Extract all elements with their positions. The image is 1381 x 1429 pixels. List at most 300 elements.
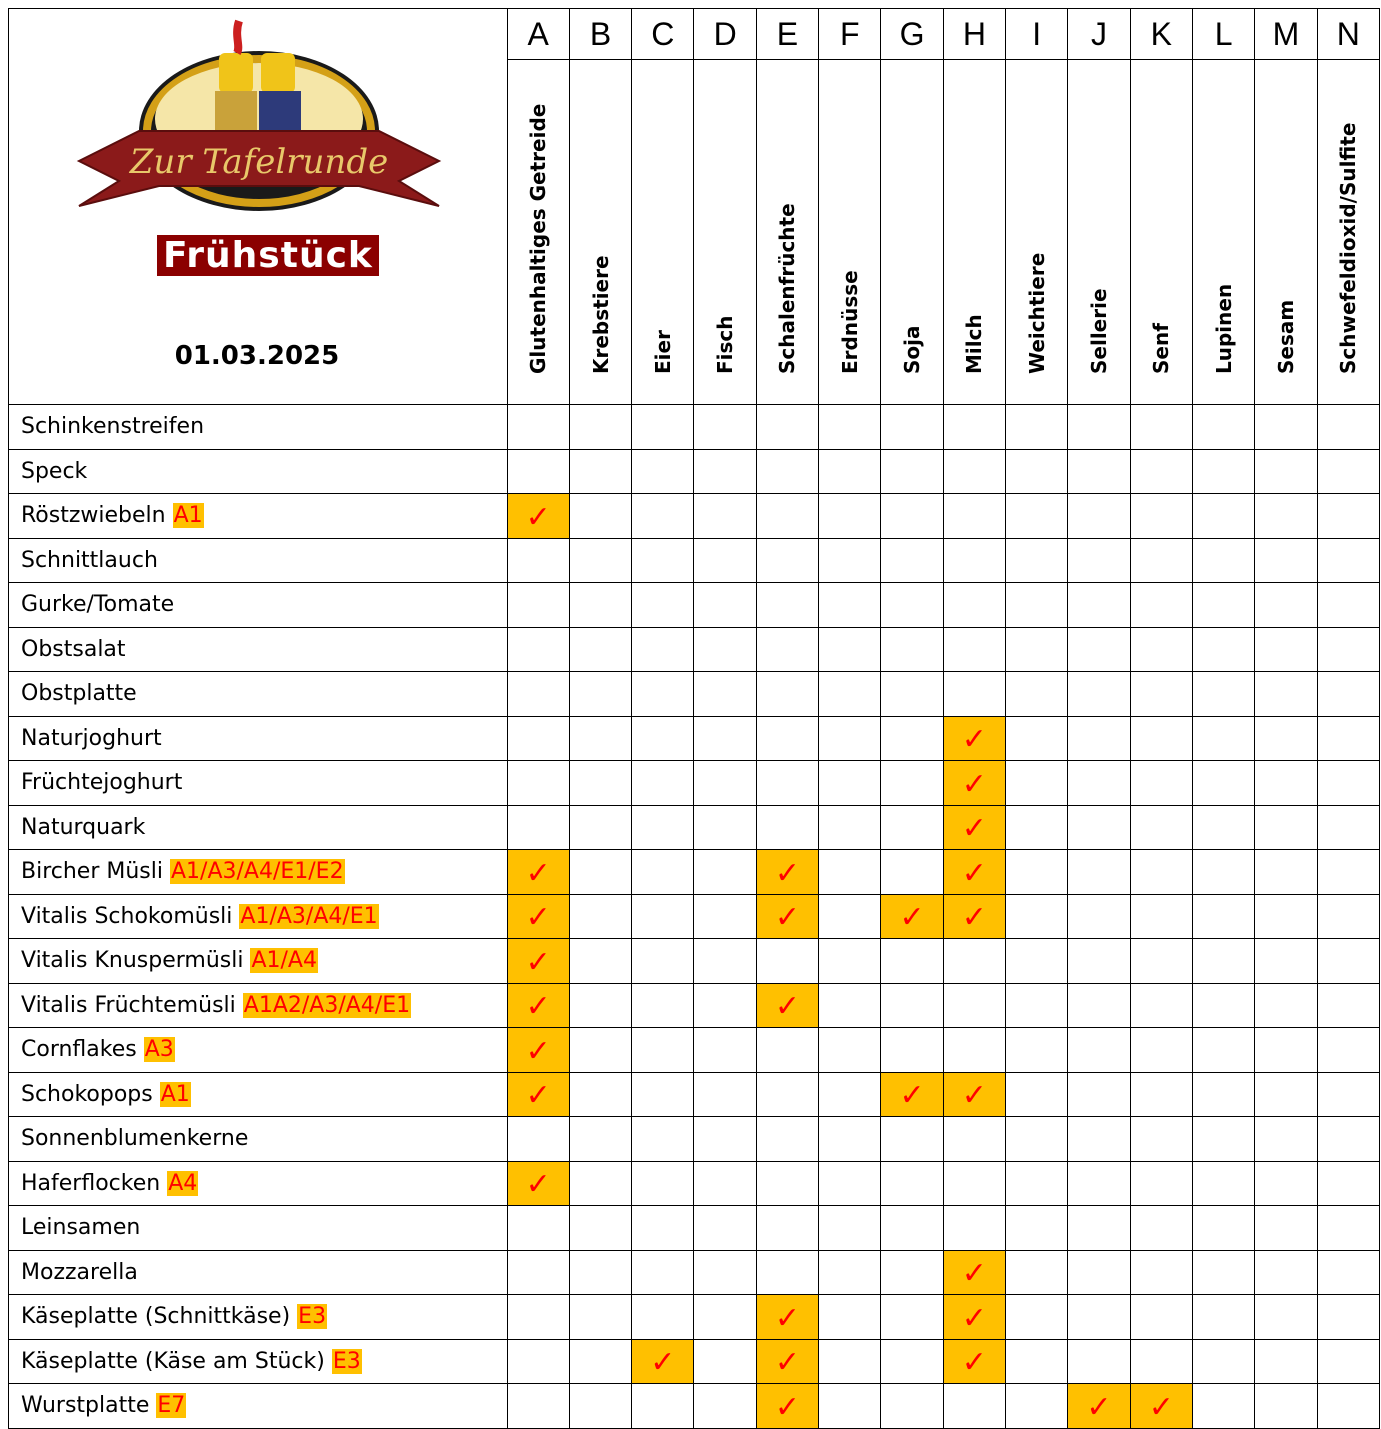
dish-name: Gurke/Tomate	[21, 592, 175, 618]
table-body	[9, 405, 1380, 1429]
allergen-cell-k	[1130, 939, 1192, 984]
allergen-cell-h	[943, 983, 1005, 1028]
allergen-cell-f	[819, 1206, 881, 1251]
checkmark-icon: ✓	[961, 811, 987, 847]
checkmark-icon: ✓	[525, 1167, 551, 1203]
allergen-cell-f	[819, 494, 881, 539]
additive-code: A1/A3/A4/E1/E2	[171, 859, 344, 885]
allergen-cell-e	[756, 449, 818, 494]
allergen-cell-j	[1068, 1295, 1130, 1340]
allergen-cell-l	[1192, 1206, 1254, 1251]
allergen-cell-m	[1255, 538, 1317, 583]
column-letter-j: J	[1068, 9, 1130, 60]
allergen-cell-j	[1068, 1206, 1130, 1251]
allergen-cell-n	[1317, 850, 1379, 895]
allergen-cell-c	[632, 1161, 694, 1206]
allergen-cell-n	[1317, 1161, 1379, 1206]
table-row	[9, 1161, 1380, 1206]
column-header-n	[1317, 60, 1379, 405]
allergen-cell-b	[569, 494, 631, 539]
allergen-cell-g	[881, 449, 943, 494]
header-cell	[9, 9, 508, 405]
allergen-cell-m	[1255, 449, 1317, 494]
allergen-cell-a	[507, 627, 569, 672]
checkmark-icon: ✓	[774, 900, 800, 936]
allergen-cell-e-marked	[756, 983, 818, 1028]
allergen-cell-c	[632, 627, 694, 672]
allergen-cell-h-marked	[943, 850, 1005, 895]
allergen-cell-m	[1255, 1028, 1317, 1073]
allergen-cell-h	[943, 538, 1005, 583]
allergen-cell-d	[694, 983, 756, 1028]
column-letter-b: B	[569, 9, 631, 60]
checkmark-icon: ✓	[961, 722, 987, 758]
allergen-cell-h	[943, 672, 1005, 717]
allergen-cell-b	[569, 1339, 631, 1384]
dish-name-cell	[9, 1161, 508, 1206]
allergen-cell-l	[1192, 538, 1254, 583]
allergen-cell-b	[569, 1295, 631, 1340]
allergen-cell-l	[1192, 1295, 1254, 1340]
allergen-cell-f	[819, 761, 881, 806]
column-letter-m: M	[1255, 9, 1317, 60]
allergen-cell-c	[632, 494, 694, 539]
allergen-cell-m	[1255, 494, 1317, 539]
allergen-cell-c	[632, 939, 694, 984]
column-header-k	[1130, 60, 1192, 405]
allergen-cell-d	[694, 939, 756, 984]
dish-name: Vitalis Schokomüsli	[21, 903, 233, 929]
allergen-cell-m	[1255, 1384, 1317, 1429]
allergen-cell-i	[1006, 1339, 1068, 1384]
dish-name-cell	[9, 1384, 508, 1429]
allergen-cell-g	[881, 627, 943, 672]
allergen-name: Senf	[1149, 323, 1174, 374]
additive-code: A1	[160, 1081, 190, 1107]
allergen-cell-j	[1068, 583, 1130, 628]
table-row	[9, 672, 1380, 717]
checkmark-icon: ✓	[525, 900, 551, 936]
allergen-cell-e	[756, 583, 818, 628]
checkmark-icon: ✓	[650, 1345, 676, 1381]
allergen-cell-l	[1192, 1117, 1254, 1162]
allergen-cell-i	[1006, 1384, 1068, 1429]
allergen-cell-k	[1130, 449, 1192, 494]
column-letter-f: F	[819, 9, 881, 60]
allergen-cell-i	[1006, 494, 1068, 539]
allergen-cell-c	[632, 1117, 694, 1162]
checkmark-icon: ✓	[961, 766, 987, 802]
table-row	[9, 1250, 1380, 1295]
allergen-cell-m	[1255, 405, 1317, 450]
allergen-cell-j	[1068, 494, 1130, 539]
checkmark-icon: ✓	[961, 855, 987, 891]
allergen-cell-i	[1006, 761, 1068, 806]
allergen-cell-d	[694, 894, 756, 939]
allergen-cell-f	[819, 1384, 881, 1429]
column-letter-i: I	[1006, 9, 1068, 60]
allergen-cell-a-marked	[507, 494, 569, 539]
allergen-cell-c	[632, 761, 694, 806]
allergen-cell-l	[1192, 1161, 1254, 1206]
allergen-cell-a-marked	[507, 850, 569, 895]
allergen-cell-d	[694, 805, 756, 850]
table-row	[9, 983, 1380, 1028]
allergen-cell-m	[1255, 1295, 1317, 1340]
allergen-cell-d	[694, 405, 756, 450]
checkmark-icon: ✓	[961, 1345, 987, 1381]
allergen-cell-l	[1192, 939, 1254, 984]
dish-name-cell	[9, 1072, 508, 1117]
table-row	[9, 1384, 1380, 1429]
additive-code: A1/A4	[251, 948, 317, 974]
allergen-cell-m	[1255, 583, 1317, 628]
allergen-cell-h-marked	[943, 716, 1005, 761]
checkmark-icon: ✓	[525, 1033, 551, 1069]
allergen-cell-m	[1255, 627, 1317, 672]
allergen-cell-d	[694, 1028, 756, 1073]
column-letter-l: L	[1192, 9, 1254, 60]
allergen-cell-c	[632, 1295, 694, 1340]
allergen-cell-k	[1130, 1250, 1192, 1295]
dish-name-cell	[9, 1028, 508, 1073]
allergen-cell-c-marked	[632, 1339, 694, 1384]
allergen-cell-k	[1130, 850, 1192, 895]
allergen-cell-h-marked	[943, 1072, 1005, 1117]
allergen-cell-d	[694, 627, 756, 672]
allergen-cell-k	[1130, 405, 1192, 450]
allergen-cell-i	[1006, 1072, 1068, 1117]
column-letter-k: K	[1130, 9, 1192, 60]
allergen-cell-e	[756, 1117, 818, 1162]
allergen-cell-c	[632, 672, 694, 717]
allergen-name: Glutenhaltiges Getreide	[526, 103, 551, 374]
allergen-cell-a	[507, 583, 569, 628]
allergen-cell-a	[507, 1117, 569, 1162]
allergen-cell-n	[1317, 1028, 1379, 1073]
allergen-cell-k	[1130, 538, 1192, 583]
allergen-cell-a-marked	[507, 983, 569, 1028]
allergen-cell-g	[881, 1028, 943, 1073]
dish-name: Naturjoghurt	[21, 725, 162, 751]
allergen-cell-j	[1068, 627, 1130, 672]
allergen-cell-j	[1068, 538, 1130, 583]
allergen-cell-n	[1317, 1339, 1379, 1384]
additive-code: E3	[298, 1304, 327, 1330]
allergen-cell-n	[1317, 583, 1379, 628]
allergen-cell-g	[881, 405, 943, 450]
table-row	[9, 805, 1380, 850]
additive-code: A1	[173, 503, 203, 529]
allergen-cell-e	[756, 1161, 818, 1206]
allergen-cell-f	[819, 1028, 881, 1073]
dish-name-cell	[9, 583, 508, 628]
dish-name-cell	[9, 716, 508, 761]
allergen-cell-f	[819, 1161, 881, 1206]
allergen-cell-j	[1068, 894, 1130, 939]
menu-date: 01.03.2025	[174, 341, 340, 371]
allergen-name: Schwefeldioxid/Sulfite	[1336, 122, 1361, 374]
dish-name-cell	[9, 672, 508, 717]
allergen-cell-l	[1192, 761, 1254, 806]
allergen-cell-h-marked	[943, 805, 1005, 850]
allergen-cell-n	[1317, 716, 1379, 761]
allergen-cell-i	[1006, 449, 1068, 494]
additive-code: A4	[168, 1170, 198, 1196]
allergen-cell-i	[1006, 1295, 1068, 1340]
allergen-cell-h	[943, 627, 1005, 672]
allergen-cell-n	[1317, 1072, 1379, 1117]
column-header-a	[507, 60, 569, 405]
allergen-cell-n	[1317, 538, 1379, 583]
dish-name-cell	[9, 850, 508, 895]
allergen-cell-b	[569, 1250, 631, 1295]
allergen-cell-h-marked	[943, 1295, 1005, 1340]
allergen-name: Sellerie	[1087, 288, 1111, 374]
allergen-cell-a	[507, 449, 569, 494]
table-row	[9, 449, 1380, 494]
allergen-cell-g	[881, 538, 943, 583]
allergen-cell-a	[507, 672, 569, 717]
allergen-cell-f	[819, 583, 881, 628]
allergen-cell-f	[819, 449, 881, 494]
allergen-cell-e	[756, 405, 818, 450]
allergen-cell-m	[1255, 850, 1317, 895]
allergen-cell-d	[694, 1339, 756, 1384]
allergen-cell-b	[569, 1161, 631, 1206]
allergen-cell-j	[1068, 805, 1130, 850]
allergen-cell-d	[694, 583, 756, 628]
dish-name: Speck	[21, 458, 88, 484]
dish-name-cell	[9, 1339, 508, 1384]
allergen-cell-a-marked	[507, 1072, 569, 1117]
allergen-cell-g	[881, 805, 943, 850]
additive-code: A1/A3/A4/E1	[240, 903, 378, 929]
allergen-cell-b	[569, 1072, 631, 1117]
allergen-cell-g	[881, 1295, 943, 1340]
allergen-cell-a	[507, 1384, 569, 1429]
allergen-cell-f	[819, 850, 881, 895]
allergen-cell-m	[1255, 894, 1317, 939]
allergen-cell-j	[1068, 716, 1130, 761]
allergen-cell-i	[1006, 583, 1068, 628]
allergen-cell-g	[881, 761, 943, 806]
allergen-cell-h	[943, 405, 1005, 450]
allergen-cell-a-marked	[507, 939, 569, 984]
table-row	[9, 716, 1380, 761]
allergen-cell-a	[507, 1295, 569, 1340]
column-header-m	[1255, 60, 1317, 405]
allergen-cell-b	[569, 805, 631, 850]
column-letter-n: N	[1317, 9, 1379, 60]
dish-name: Käseplatte (Schnittkäse)	[21, 1304, 291, 1330]
allergen-cell-h	[943, 1384, 1005, 1429]
allergen-cell-b	[569, 672, 631, 717]
table-row	[9, 939, 1380, 984]
allergen-cell-m	[1255, 939, 1317, 984]
allergen-name: Schalenfrüchte	[775, 203, 800, 374]
column-letter-a: A	[507, 9, 569, 60]
allergen-cell-a	[507, 538, 569, 583]
allergen-cell-l	[1192, 1028, 1254, 1073]
dish-name-cell	[9, 449, 508, 494]
allergen-cell-c	[632, 983, 694, 1028]
dish-name: Haferflocken	[21, 1170, 161, 1196]
allergen-cell-f	[819, 1117, 881, 1162]
allergen-cell-i	[1006, 983, 1068, 1028]
dish-name: Schinkenstreifen	[21, 414, 205, 440]
table-row	[9, 583, 1380, 628]
allergen-cell-e	[756, 1028, 818, 1073]
column-header-b	[569, 60, 631, 405]
allergen-cell-e	[756, 1206, 818, 1251]
allergen-cell-d	[694, 1161, 756, 1206]
checkmark-icon: ✓	[774, 1345, 800, 1381]
allergen-cell-n	[1317, 983, 1379, 1028]
allergen-cell-k	[1130, 1161, 1192, 1206]
column-header-g	[881, 60, 943, 405]
allergen-cell-h	[943, 494, 1005, 539]
allergen-cell-g-marked	[881, 894, 943, 939]
table-row	[9, 761, 1380, 806]
allergen-cell-j	[1068, 939, 1130, 984]
allergen-cell-d	[694, 672, 756, 717]
allergen-cell-k	[1130, 583, 1192, 628]
allergen-cell-k	[1130, 1117, 1192, 1162]
allergen-name: Lupinen	[1211, 283, 1236, 374]
allergen-cell-l	[1192, 1072, 1254, 1117]
column-letter-c: C	[632, 9, 694, 60]
allergen-cell-a	[507, 805, 569, 850]
checkmark-icon: ✓	[774, 855, 800, 891]
dish-name-cell	[9, 805, 508, 850]
allergen-cell-i	[1006, 894, 1068, 939]
allergen-cell-d	[694, 716, 756, 761]
allergen-cell-k	[1130, 1028, 1192, 1073]
allergen-cell-h	[943, 583, 1005, 628]
allergen-cell-a-marked	[507, 1028, 569, 1073]
allergen-cell-c	[632, 850, 694, 895]
allergen-cell-c	[632, 538, 694, 583]
allergen-name: Milch	[962, 314, 987, 374]
allergen-cell-c	[632, 1206, 694, 1251]
dish-name: Naturquark	[21, 814, 146, 840]
allergen-cell-l	[1192, 405, 1254, 450]
allergen-cell-d	[694, 1250, 756, 1295]
allergen-cell-j	[1068, 1117, 1130, 1162]
allergen-cell-i	[1006, 805, 1068, 850]
allergen-sheet	[8, 8, 1380, 1428]
allergen-table	[8, 8, 1380, 1429]
checkmark-icon: ✓	[774, 1389, 800, 1425]
table-row	[9, 1072, 1380, 1117]
column-header-e	[756, 60, 818, 405]
allergen-cell-h	[943, 939, 1005, 984]
allergen-cell-b	[569, 583, 631, 628]
allergen-cell-b	[569, 1028, 631, 1073]
allergen-cell-b	[569, 850, 631, 895]
allergen-cell-e-marked	[756, 1339, 818, 1384]
allergen-cell-n	[1317, 939, 1379, 984]
allergen-cell-l	[1192, 983, 1254, 1028]
allergen-cell-g	[881, 583, 943, 628]
dish-name: Schnittlauch	[21, 547, 158, 573]
allergen-cell-i	[1006, 1250, 1068, 1295]
dish-name: Käseplatte (Käse am Stück)	[21, 1348, 325, 1374]
allergen-cell-f	[819, 894, 881, 939]
allergen-cell-a	[507, 1206, 569, 1251]
table-row	[9, 1028, 1380, 1073]
table-row	[9, 494, 1380, 539]
allergen-cell-a-marked	[507, 1161, 569, 1206]
checkmark-icon: ✓	[899, 1078, 925, 1114]
allergen-cell-m	[1255, 1206, 1317, 1251]
allergen-cell-h-marked	[943, 894, 1005, 939]
allergen-cell-n	[1317, 672, 1379, 717]
allergen-cell-a	[507, 1250, 569, 1295]
allergen-cell-f	[819, 1339, 881, 1384]
allergen-cell-g	[881, 494, 943, 539]
column-header-d	[694, 60, 756, 405]
allergen-cell-m	[1255, 761, 1317, 806]
column-letter-e: E	[756, 9, 818, 60]
additive-code: E3	[332, 1348, 361, 1374]
allergen-name: Eier	[650, 330, 675, 374]
allergen-cell-n	[1317, 1250, 1379, 1295]
allergen-cell-l	[1192, 583, 1254, 628]
column-header-j	[1068, 60, 1130, 405]
allergen-cell-k	[1130, 983, 1192, 1028]
table-row	[9, 405, 1380, 450]
checkmark-icon: ✓	[1148, 1389, 1174, 1425]
table-row	[9, 894, 1380, 939]
allergen-cell-n	[1317, 627, 1379, 672]
table-row	[9, 627, 1380, 672]
allergen-cell-m	[1255, 1339, 1317, 1384]
checkmark-icon: ✓	[961, 1300, 987, 1336]
allergen-cell-l	[1192, 449, 1254, 494]
dish-name-cell	[9, 983, 508, 1028]
allergen-cell-g	[881, 1161, 943, 1206]
allergen-cell-h-marked	[943, 1339, 1005, 1384]
allergen-cell-c	[632, 405, 694, 450]
allergen-cell-l	[1192, 1339, 1254, 1384]
allergen-cell-e	[756, 939, 818, 984]
allergen-cell-i	[1006, 627, 1068, 672]
allergen-cell-e	[756, 627, 818, 672]
allergen-cell-m	[1255, 672, 1317, 717]
allergen-cell-i	[1006, 850, 1068, 895]
allergen-cell-j	[1068, 1339, 1130, 1384]
allergen-cell-c	[632, 1384, 694, 1429]
allergen-cell-l	[1192, 627, 1254, 672]
allergen-cell-f	[819, 805, 881, 850]
column-letter-row	[9, 9, 1380, 60]
allergen-cell-e-marked	[756, 894, 818, 939]
allergen-cell-n	[1317, 805, 1379, 850]
allergen-cell-m	[1255, 1161, 1317, 1206]
allergen-cell-a-marked	[507, 894, 569, 939]
table-row	[9, 850, 1380, 895]
checkmark-icon: ✓	[525, 989, 551, 1025]
allergen-cell-l	[1192, 716, 1254, 761]
allergen-cell-n	[1317, 1295, 1379, 1340]
allergen-cell-l	[1192, 850, 1254, 895]
allergen-cell-d	[694, 449, 756, 494]
allergen-name: Soja	[900, 325, 925, 374]
allergen-cell-j	[1068, 1250, 1130, 1295]
allergen-cell-j	[1068, 449, 1130, 494]
